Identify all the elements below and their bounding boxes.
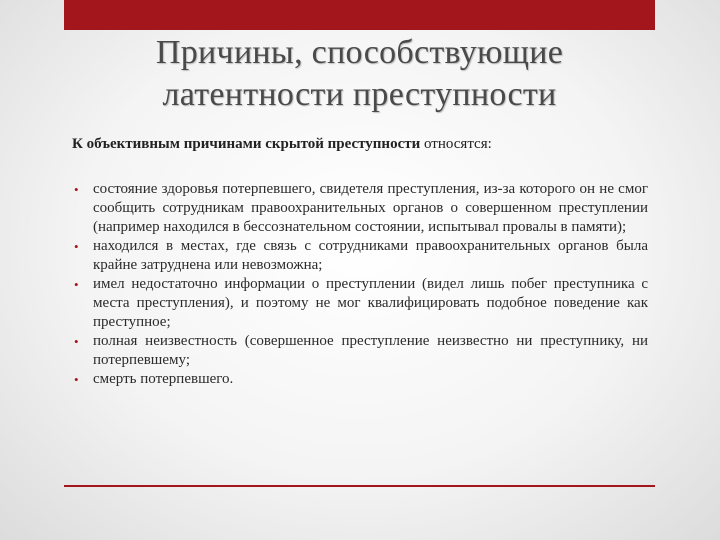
bullet-marker-icon: •: [74, 239, 79, 254]
intro-bold-text: К объективным причинами скрытой преступности: [72, 136, 421, 152]
bullet-item: [72, 370, 648, 389]
bullet-item: [72, 275, 648, 332]
bullet-item: [72, 237, 648, 275]
bullet-item: [72, 332, 648, 370]
top-accent-bar: [64, 0, 655, 30]
slide-title: [64, 32, 655, 116]
bullet-text: полная неизвестность (совершенное преступление неизвестно ни преступнику, ни потерпевшему;: [93, 333, 648, 368]
bullet-text: смерть потерпевшего.: [93, 371, 234, 387]
bottom-divider: [64, 485, 655, 487]
intro-paragraph: [72, 135, 652, 154]
slide-title-line-2: латентности преступности: [162, 76, 557, 113]
bullet-text: состояние здоровья потерпевшего, свидетеля преступления, из-за которого он не смог сообщить сотрудникам правоохранительных органов о совершенном преступлении (например находился в бессознательном состоянии, испытывал провалы в памяти);: [93, 181, 648, 235]
slide-title-line-1: Причины, способствующие: [155, 34, 564, 71]
bullet-text: имел недостаточно информации о преступлении (видел лишь побег преступника с места преступления), и поэтому не мог квалифицировать подобное поведение как преступное;: [93, 276, 648, 330]
bullet-text: находился в местах, где связь с сотрудниками правоохранительных органов была крайне затруднена или невозможна;: [93, 238, 648, 273]
bullet-item: [72, 180, 648, 237]
bullet-marker-icon: •: [74, 182, 79, 197]
intro-rest-text: относятся:: [420, 136, 492, 152]
bullet-marker-icon: •: [74, 277, 79, 292]
bullet-list: [72, 180, 648, 389]
bullet-marker-icon: •: [74, 334, 79, 349]
bullet-marker-icon: •: [74, 372, 79, 387]
